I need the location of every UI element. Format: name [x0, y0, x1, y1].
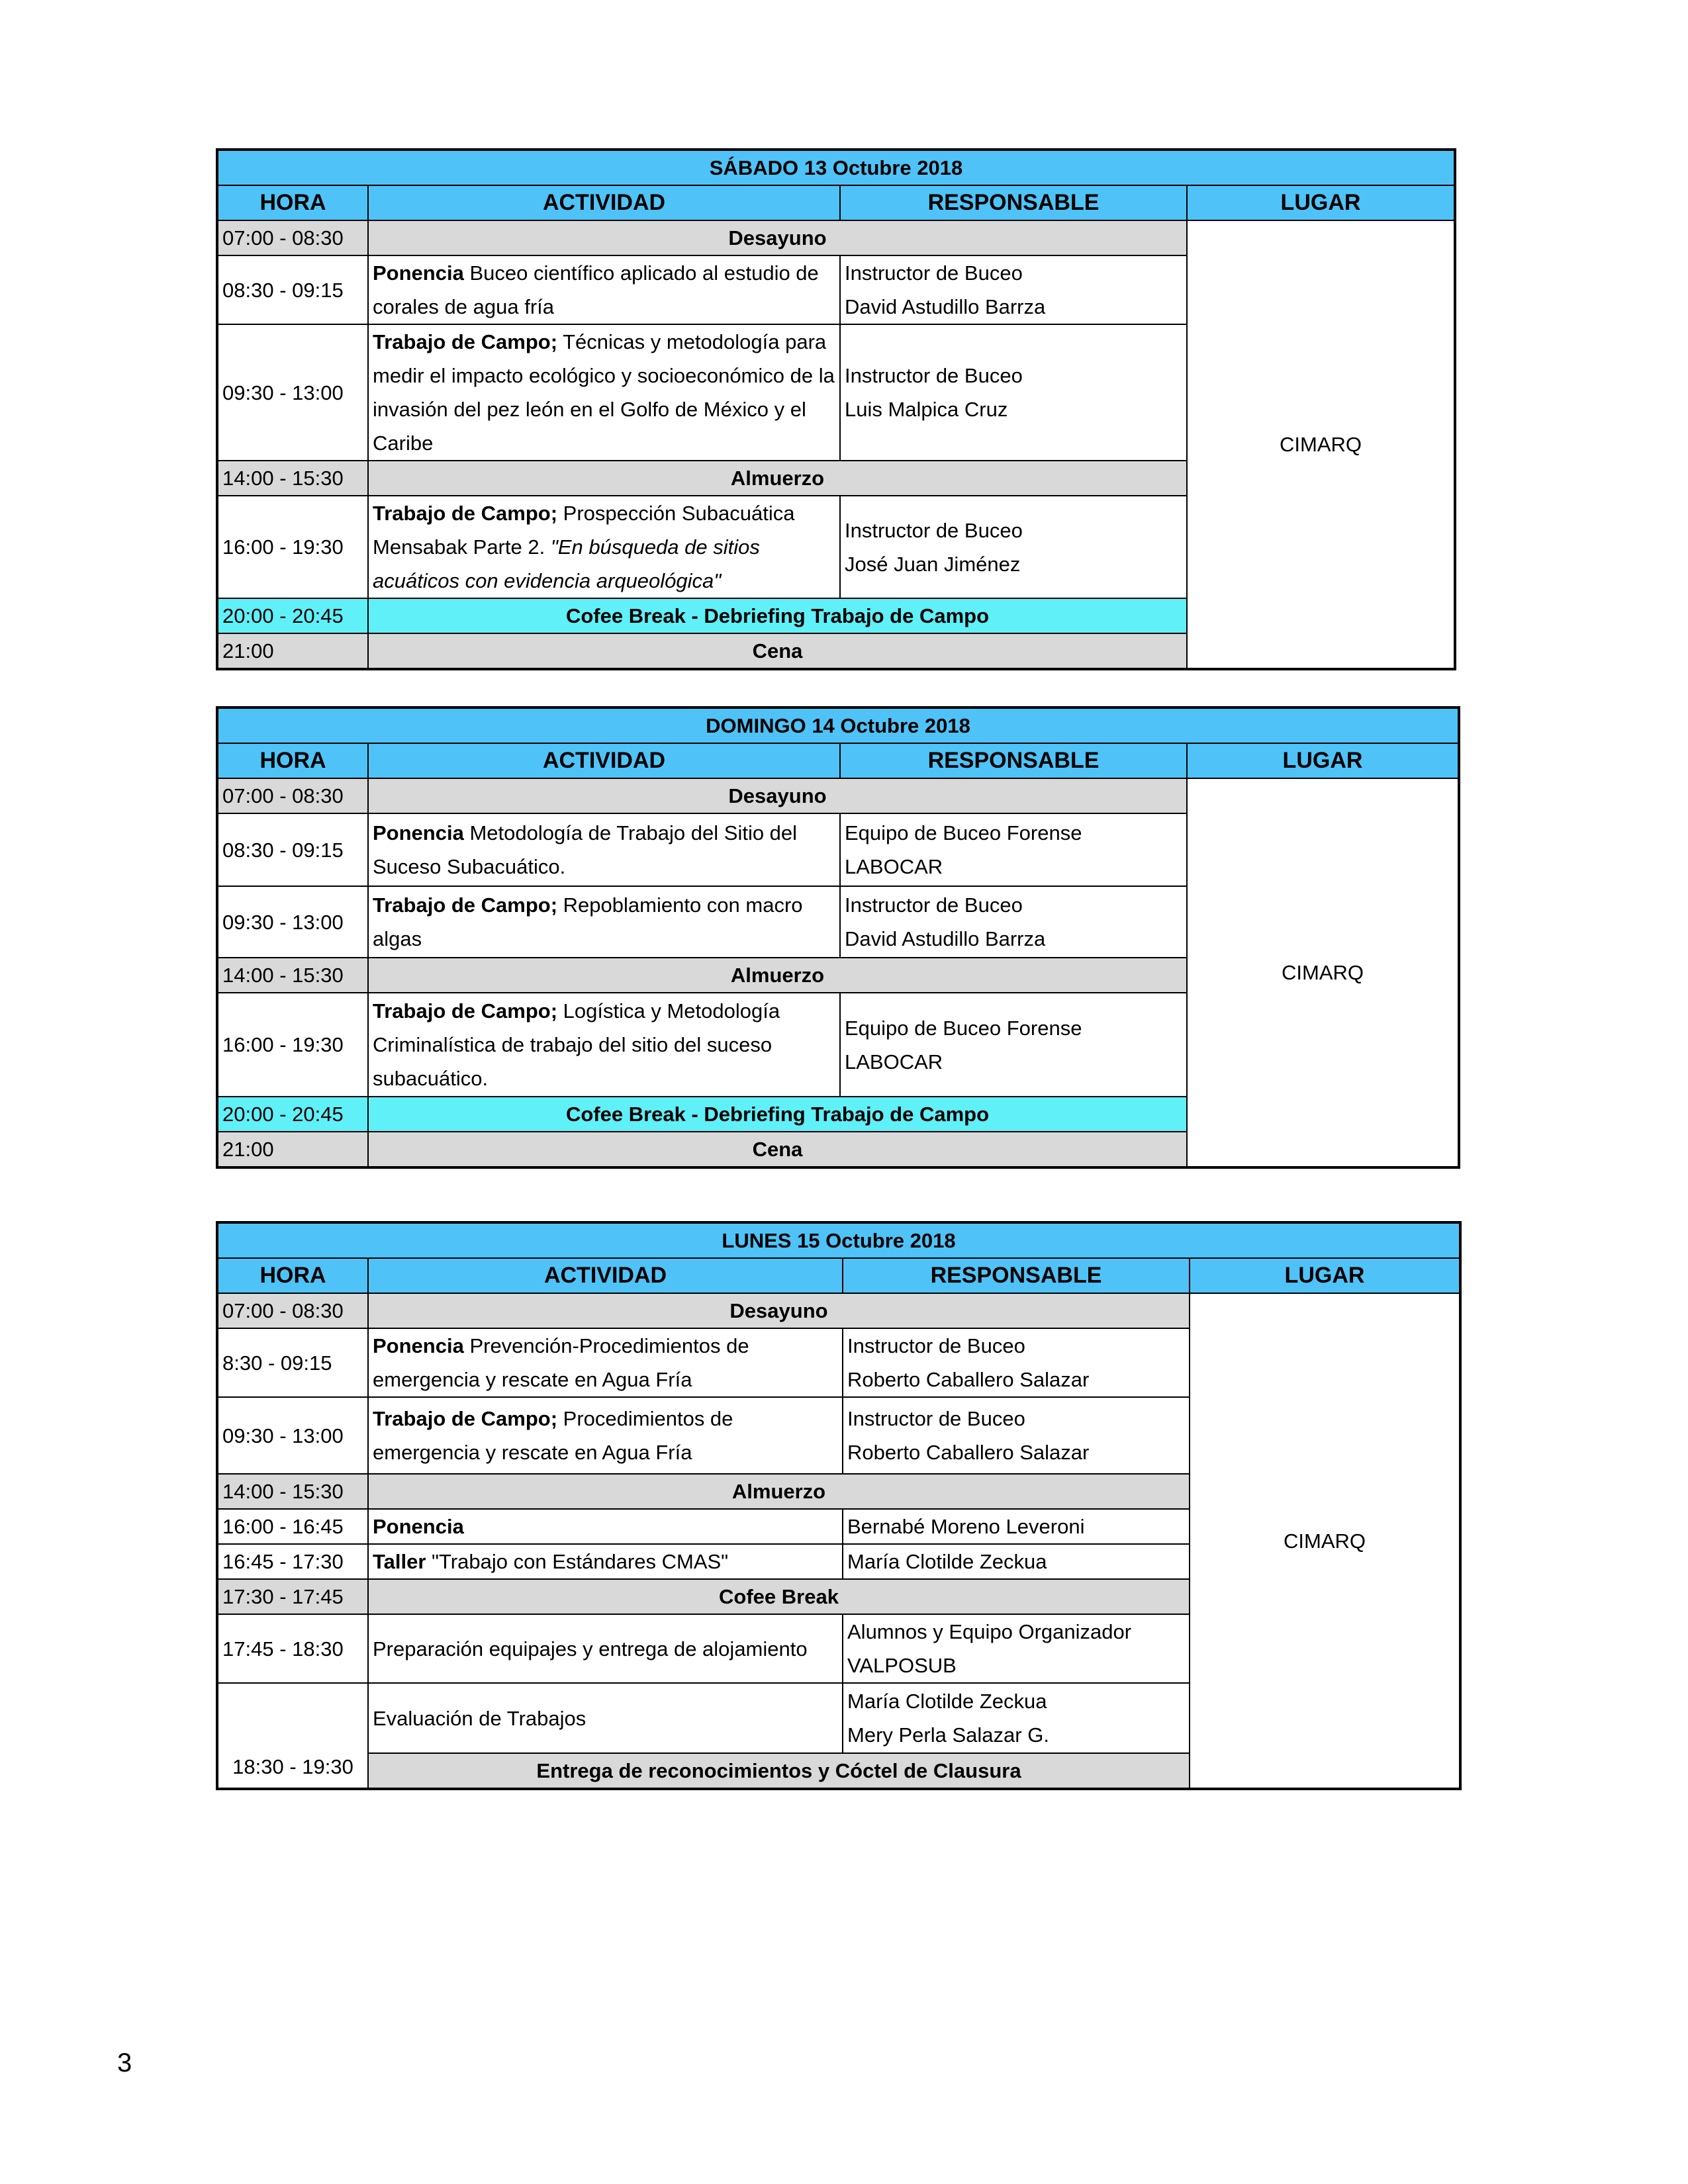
time-cell: 14:00 - 15:30 — [217, 958, 368, 993]
activity-type: Trabajo de Campo; — [373, 502, 558, 525]
activity-desc: Metodología de Trabajo del Sitio del Suceso Subacuático. — [373, 821, 798, 878]
responsible-role: Instructor de Buceo — [845, 364, 1023, 387]
table-row — [217, 220, 1455, 255]
activity-cell: Preparación equipajes y entrega de alojamiento — [368, 1614, 843, 1683]
activity-cell: Cofee Break — [368, 1579, 1190, 1614]
time-cell: 07:00 - 08:30 — [217, 220, 368, 255]
time-cell: 17:30 - 17:45 — [217, 1579, 368, 1614]
activity-cell — [368, 1328, 843, 1397]
time-cell: 16:45 - 17:30 — [217, 1544, 368, 1579]
activity-type: Taller — [373, 1550, 426, 1573]
activity-cell — [368, 496, 840, 598]
time-cell: 18:30 - 19:30 — [217, 1683, 368, 1789]
responsible-cell: Bernabé Moreno Leveroni — [843, 1509, 1190, 1544]
activity-type: Trabajo de Campo; — [373, 1407, 558, 1430]
time-cell: 07:00 - 08:30 — [217, 778, 368, 813]
location-cell: CIMARQ — [1190, 1293, 1460, 1789]
table-row — [217, 1293, 1460, 1328]
activity-cell — [368, 1397, 843, 1474]
header-hora: HORA — [217, 1258, 368, 1293]
responsible-cell — [843, 1683, 1190, 1753]
time-cell: 09:30 - 13:00 — [217, 1397, 368, 1474]
header-hora: HORA — [217, 185, 368, 220]
activity-desc: Procedimientos de emergencia y rescate en Agua Fría — [373, 1407, 733, 1464]
time-cell: 09:30 - 13:00 — [217, 886, 368, 958]
responsible-cell — [843, 1328, 1190, 1397]
schedule-table-monday — [216, 1221, 1462, 1790]
day-title: DOMINGO 14 Octubre 2018 — [217, 707, 1459, 743]
header-lugar: LUGAR — [1187, 185, 1455, 220]
location-cell: CIMARQ — [1187, 778, 1459, 1167]
time-cell: 8:30 - 09:15 — [217, 1328, 368, 1397]
responsible-cell: Equipo de Buceo Forense LABOCAR — [840, 993, 1187, 1097]
time-cell: 09:30 - 13:00 — [217, 324, 368, 461]
activity-desc: Prevención-Procedimientos de emergencia y rescate en Agua Fría — [373, 1334, 749, 1391]
activity-desc: Repoblamiento con macro algas — [373, 893, 803, 950]
schedule-table-saturday — [216, 148, 1456, 670]
time-cell: 21:00 — [217, 1132, 368, 1167]
time-cell: 08:30 - 09:15 — [217, 255, 368, 324]
activity-cell: Almuerzo — [368, 958, 1187, 993]
activity-quote: "En búsqueda de sitios acuáticos con evidencia arqueológica" — [373, 535, 760, 592]
responsible-name: Luis Malpica Cruz — [845, 398, 1008, 421]
responsible-role: Instructor de Buceo — [847, 1407, 1025, 1430]
activity-cell — [368, 993, 840, 1097]
time-cell: 17:45 - 18:30 — [217, 1614, 368, 1683]
time-cell: 16:00 - 19:30 — [217, 993, 368, 1097]
responsible-cell: María Clotilde Zeckua — [843, 1544, 1190, 1579]
time-cell: 16:00 - 16:45 — [217, 1509, 368, 1544]
activity-type: Ponencia — [373, 261, 464, 285]
responsible-name: David Astudillo Barrza — [845, 927, 1046, 950]
header-responsable: RESPONSABLE — [840, 185, 1187, 220]
responsible-name: María Clotilde Zeckua — [847, 1690, 1047, 1713]
responsible-role: Instructor de Buceo — [845, 518, 1023, 542]
responsible-name: José Juan Jiménez — [845, 552, 1021, 576]
table-row — [217, 778, 1459, 813]
responsible-cell — [840, 496, 1187, 598]
time-cell: 20:00 - 20:45 — [217, 1097, 368, 1132]
location-cell: CIMARQ — [1187, 220, 1455, 669]
activity-cell: Almuerzo — [368, 461, 1187, 496]
activity-cell — [368, 324, 840, 461]
responsible-role: Instructor de Buceo — [845, 893, 1023, 917]
time-cell: 16:00 - 19:30 — [217, 496, 368, 598]
responsible-cell — [840, 255, 1187, 324]
activity-cell: Desayuno — [368, 220, 1187, 255]
activity-cell: Cena — [368, 633, 1187, 669]
activity-cell — [368, 255, 840, 324]
time-cell: 14:00 - 15:30 — [217, 1474, 368, 1509]
activity-cell: Almuerzo — [368, 1474, 1190, 1509]
header-lugar: LUGAR — [1187, 743, 1459, 778]
activity-type: Ponencia — [373, 1334, 464, 1357]
header-actividad: ACTIVIDAD — [368, 1258, 843, 1293]
time-cell: 14:00 - 15:30 — [217, 461, 368, 496]
responsible-cell — [840, 886, 1187, 958]
activity-cell: Cena — [368, 1132, 1187, 1167]
header-hora: HORA — [217, 743, 368, 778]
responsible-line: VALPOSUB — [847, 1654, 957, 1677]
activity-type: Ponencia — [373, 821, 464, 844]
activity-desc: Prospección Subacuática Mensabak Parte 2. — [373, 502, 795, 559]
responsible-cell — [840, 324, 1187, 461]
time-cell: 21:00 — [217, 633, 368, 669]
activity-type: Trabajo de Campo; — [373, 893, 558, 917]
responsible-line: Alumnos y Equipo Organizador — [847, 1620, 1132, 1643]
responsible-name: Roberto Caballero Salazar — [847, 1368, 1090, 1391]
activity-cell: Desayuno — [368, 1293, 1190, 1328]
activity-cell: Evaluación de Trabajos — [368, 1683, 843, 1753]
page-number: 3 — [117, 2048, 132, 2077]
header-responsable: RESPONSABLE — [840, 743, 1187, 778]
responsible-name: Mery Perla Salazar G. — [847, 1723, 1049, 1747]
activity-cell: Desayuno — [368, 778, 1187, 813]
responsible-role: Instructor de Buceo — [847, 1334, 1025, 1357]
responsible-cell — [843, 1614, 1190, 1683]
activity-cell — [368, 1544, 843, 1579]
header-actividad: ACTIVIDAD — [368, 743, 840, 778]
time-cell: 07:00 - 08:30 — [217, 1293, 368, 1328]
time-cell: 08:30 - 09:15 — [217, 813, 368, 886]
responsible-cell — [843, 1397, 1190, 1474]
activity-cell: Cofee Break - Debriefing Trabajo de Campo — [368, 598, 1187, 633]
responsible-cell: Equipo de Buceo Forense LABOCAR — [840, 813, 1187, 886]
activity-desc: Técnicas y metodología para medir el impacto ecológico y socioeconómico de la invasión del pez león en el Golfo de México y el Caribe — [373, 330, 835, 455]
activity-cell: Cofee Break - Debriefing Trabajo de Campo — [368, 1097, 1187, 1132]
activity-cell — [368, 813, 840, 886]
activity-cell — [368, 886, 840, 958]
activity-desc: Buceo científico aplicado al estudio de corales de agua fría — [373, 261, 819, 318]
activity-type: Trabajo de Campo; — [373, 330, 558, 353]
activity-type: Trabajo de Campo; — [373, 999, 558, 1023]
activity-desc: "Trabajo con Estándares CMAS" — [426, 1550, 729, 1573]
header-lugar: LUGAR — [1190, 1258, 1460, 1293]
activity-type: Ponencia — [373, 1515, 464, 1538]
header-responsable: RESPONSABLE — [843, 1258, 1190, 1293]
schedule-table-sunday — [216, 706, 1460, 1169]
activity-cell — [368, 1509, 843, 1544]
day-title: SÁBADO 13 Octubre 2018 — [217, 150, 1455, 185]
responsible-name: Roberto Caballero Salazar — [847, 1441, 1090, 1464]
responsible-name: David Astudillo Barrza — [845, 295, 1046, 318]
activity-cell: Entrega de reconocimientos y Cóctel de Clausura — [368, 1753, 1190, 1789]
day-title: LUNES 15 Octubre 2018 — [217, 1222, 1460, 1258]
time-cell: 20:00 - 20:45 — [217, 598, 368, 633]
activity-desc: Logística y Metodología Criminalística de trabajo del sitio del suceso subacuático. — [373, 999, 780, 1090]
responsible-role: Instructor de Buceo — [845, 261, 1023, 285]
header-actividad: ACTIVIDAD — [368, 185, 840, 220]
